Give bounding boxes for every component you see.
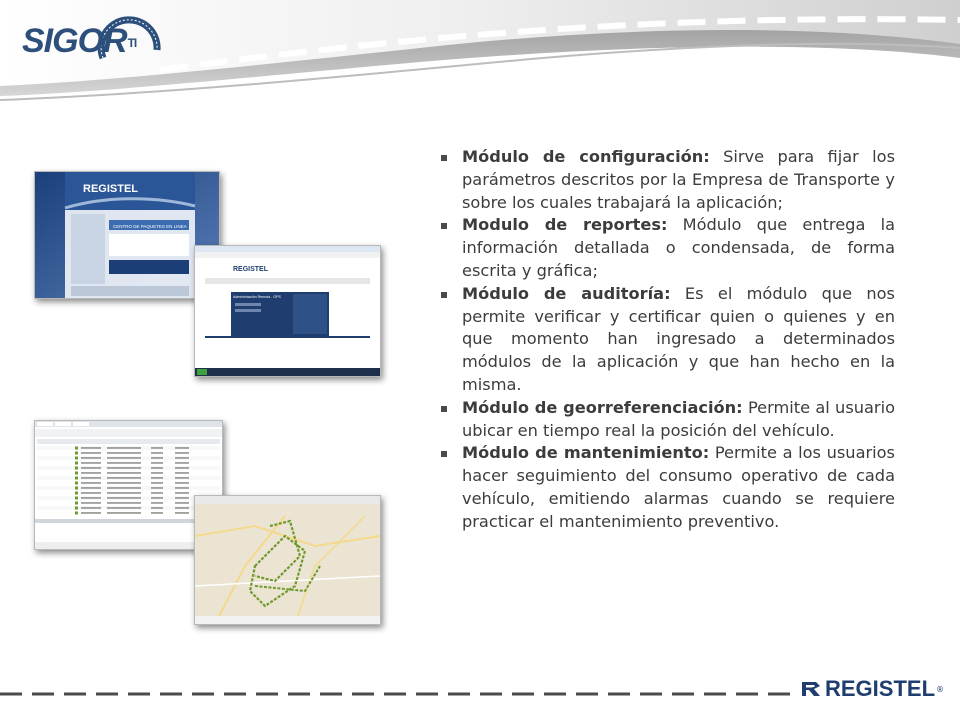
- row-cell: [107, 487, 141, 489]
- row-status-icon: [75, 487, 78, 490]
- row-cell: [81, 487, 101, 489]
- footer-dashed-line: [0, 691, 790, 697]
- bullet-square-icon: [441, 223, 447, 229]
- module-description: Es el módulo que nos permite verificar y certificar quien o quienes y en que momento han ingresado a determinados módulos de la aplicación y que han hecho en la misma.: [462, 283, 895, 394]
- row-status-icon: [75, 467, 78, 470]
- portal-banner-text: CENTRO DE PAQUETES EN LINEA: [113, 224, 187, 229]
- row-cell: [175, 452, 189, 454]
- row-cell: [81, 497, 101, 499]
- row-cell: [107, 497, 141, 499]
- list-item: [440, 442, 895, 533]
- row-cell: [107, 477, 141, 479]
- row-cell: [151, 477, 163, 479]
- brand-name: REGISTEL: [825, 676, 936, 701]
- screenshot-route-map: [194, 495, 381, 625]
- row-cell: [151, 472, 163, 474]
- row-status-icon: [75, 457, 78, 460]
- row-status-icon: [75, 472, 78, 475]
- module-description: Permite al usuario ubicar en tiempo real la posición del vehículo.: [462, 397, 895, 440]
- row-cell: [175, 477, 189, 479]
- row-cell: [175, 467, 189, 469]
- row-cell: [151, 467, 163, 469]
- row-cell: [107, 447, 141, 449]
- row-cell: [107, 512, 141, 514]
- row-cell: [151, 462, 163, 464]
- slide-header: [0, 0, 960, 112]
- logo-text: SIGOR: [22, 22, 127, 60]
- row-cell: [107, 467, 141, 469]
- module-list: [440, 146, 895, 534]
- row-status-icon: [75, 462, 78, 465]
- row-cell: [81, 472, 101, 474]
- admin-logo-text: REGISTEL: [233, 266, 269, 273]
- row-cell: [81, 457, 101, 459]
- row-cell: [151, 447, 163, 449]
- module-title: Módulo de auditoría:: [462, 283, 671, 303]
- row-cell: [81, 507, 101, 509]
- row-cell: [175, 457, 189, 459]
- module-description: Sirve para fijar los parámetros descritos por la Empresa de Transporte y sobre los cuales trabajará la aplicación;: [462, 147, 896, 212]
- route-map-graphic: [195, 496, 380, 624]
- row-cell: [175, 507, 189, 509]
- row-cell: [81, 467, 101, 469]
- row-cell: [175, 487, 189, 489]
- row-status-icon: [75, 502, 78, 505]
- row-cell: [151, 482, 163, 484]
- row-cell: [81, 492, 101, 494]
- row-cell: [175, 497, 189, 499]
- admin-panel-title: Administración Remota - GPS: [233, 295, 281, 299]
- module-title: Modulo de reportes:: [462, 215, 668, 235]
- logo-suffix: TI: [127, 36, 137, 51]
- row-cell: [175, 492, 189, 494]
- row-status-icon: [75, 497, 78, 500]
- row-cell: [151, 492, 163, 494]
- row-cell: [81, 512, 101, 514]
- portal-logo-text: REGISTEL: [83, 183, 139, 195]
- row-cell: [107, 502, 141, 504]
- module-description: Permite a los usuarios hacer seguimiento del consumo operativo de cada vehículo, emitiendo alarmas cuando se requiere practicar el mantenimiento preventivo.: [462, 443, 895, 531]
- row-cell: [81, 482, 101, 484]
- row-cell: [175, 472, 189, 474]
- row-cell: [107, 452, 141, 454]
- row-status-icon: [75, 452, 78, 455]
- bullet-square-icon: [441, 451, 447, 457]
- bullet-square-icon: [441, 155, 447, 161]
- row-cell: [175, 482, 189, 484]
- registered-mark: ®: [936, 684, 945, 694]
- module-description: Módulo que entrega la información detallada o condensada, de forma escrita y gráfica;: [462, 215, 896, 280]
- row-cell: [151, 512, 163, 514]
- row-cell: [151, 497, 163, 499]
- bullet-square-icon: [441, 292, 447, 298]
- row-cell: [107, 482, 141, 484]
- row-cell: [81, 502, 101, 504]
- row-cell: [151, 487, 163, 489]
- row-cell: [107, 457, 141, 459]
- row-cell: [175, 512, 189, 514]
- row-cell: [81, 447, 101, 449]
- row-cell: [107, 462, 141, 464]
- row-cell: [151, 502, 163, 504]
- row-cell: [175, 447, 189, 449]
- row-status-icon: [75, 482, 78, 485]
- row-cell: [81, 477, 101, 479]
- row-status-icon: [75, 512, 78, 515]
- module-title: Módulo de georreferenciación:: [462, 397, 743, 417]
- row-cell: [81, 462, 101, 464]
- row-status-icon: [75, 507, 78, 510]
- list-item: [440, 146, 895, 214]
- row-cell: [175, 502, 189, 504]
- row-cell: [107, 472, 141, 474]
- row-cell: [151, 452, 163, 454]
- bullet-square-icon: [441, 406, 447, 412]
- list-item: [440, 214, 895, 282]
- row-status-icon: [75, 447, 78, 450]
- module-title: Módulo de configuración:: [462, 147, 710, 166]
- row-status-icon: [75, 492, 78, 495]
- screenshot-registel-portal: [34, 171, 220, 299]
- screenshot-admin-login: [194, 245, 381, 377]
- module-title: Módulo de mantenimiento:: [462, 443, 710, 463]
- sigor-logo: [22, 22, 136, 61]
- row-status-icon: [75, 477, 78, 480]
- list-item: [440, 283, 895, 397]
- row-cell: [175, 462, 189, 464]
- row-cell: [151, 507, 163, 509]
- registel-mark-icon: [800, 680, 822, 698]
- row-cell: [107, 492, 141, 494]
- list-item: [440, 397, 895, 443]
- registel-footer-logo: [800, 674, 944, 704]
- row-cell: [107, 507, 141, 509]
- row-cell: [81, 452, 101, 454]
- row-cell: [151, 457, 163, 459]
